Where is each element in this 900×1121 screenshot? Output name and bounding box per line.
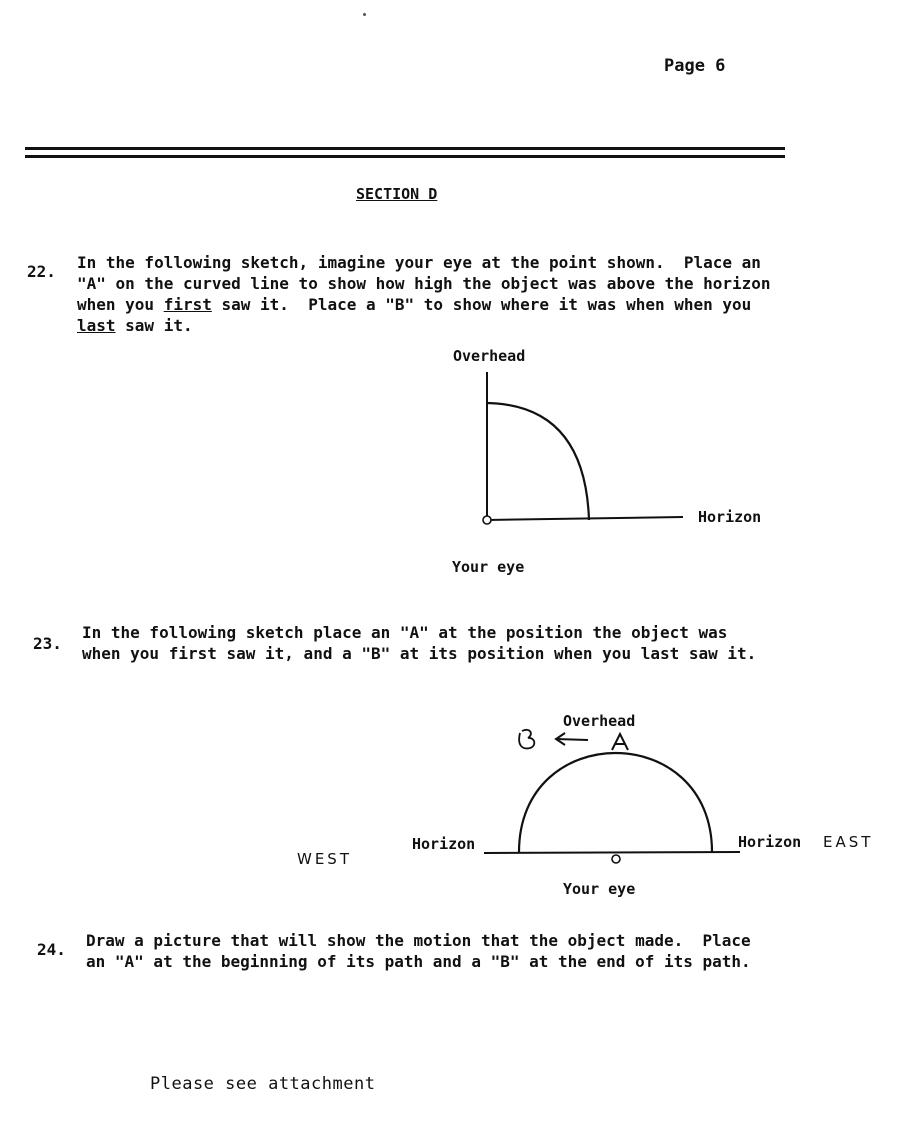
d22-overhead-label: Overhead [453, 347, 526, 365]
question-23-text [82, 622, 756, 664]
d23-horizon-left-label: Horizon [412, 835, 476, 853]
question-24-text [86, 930, 751, 972]
q24-line1: Draw a picture that will show the motion that the object made. Place [86, 931, 751, 950]
q22-first-underlined: first [163, 295, 212, 314]
d23-hand-arrow-head [556, 733, 565, 745]
double-rule-top [25, 147, 785, 150]
q22-line4-post: saw it. [115, 316, 193, 335]
q22-line2: "A" on the curved line to show how high the object was above the horizon [77, 274, 771, 293]
d23-handwritten-east: EAST [823, 833, 874, 851]
d23-hand-a-mark [612, 734, 628, 750]
page-number: Page 6 [664, 56, 726, 76]
d23-hand-b-mark [519, 730, 534, 749]
question-24-number: 24. [37, 940, 66, 959]
d22-horizon-line [487, 517, 683, 520]
q22-line3-post: saw it. Place a "B" to show where it was when when you [211, 295, 752, 314]
q23-line2: when you first saw it, and a "B" at its position when you last saw it. [82, 644, 757, 663]
d23-eye-label: Your eye [563, 880, 636, 898]
d22-eye-label: Your eye [452, 558, 525, 576]
q24-line2: an "A" at the beginning of its path and a "B" at the end of its path. [86, 952, 751, 971]
q22-line1: In the following sketch, imagine your eye at the point shown. Place an [77, 253, 761, 272]
q22-line3-pre: when you [77, 295, 164, 314]
q22-line4 [77, 315, 771, 336]
d23-half-circle-arc [519, 753, 712, 852]
d23-horizon-line [484, 852, 740, 853]
double-rule-bottom [25, 155, 785, 158]
question-22-text [77, 252, 771, 336]
q22-line3 [77, 294, 771, 315]
q23-line1: In the following sketch place an "A" at the position the object was [82, 623, 728, 642]
d23-overhead-label: Overhead [563, 712, 636, 730]
d23-hand-arrow-shaft [556, 739, 588, 740]
question-23-number: 23. [33, 634, 62, 653]
d23-handwritten-west: WEST [297, 850, 352, 868]
d23-eye-circle [612, 855, 620, 863]
d23-horizon-right-label: Horizon [738, 833, 802, 851]
attachment-note: Please see attachment [150, 1074, 376, 1094]
d22-quarter-arc [487, 403, 589, 520]
section-title: SECTION D [356, 185, 438, 203]
d22-eye-circle [483, 516, 491, 524]
q22-last-underlined: last [77, 316, 116, 335]
scan-speck [363, 13, 366, 16]
question-22-number: 22. [27, 262, 56, 281]
d22-horizon-label: Horizon [698, 508, 762, 526]
